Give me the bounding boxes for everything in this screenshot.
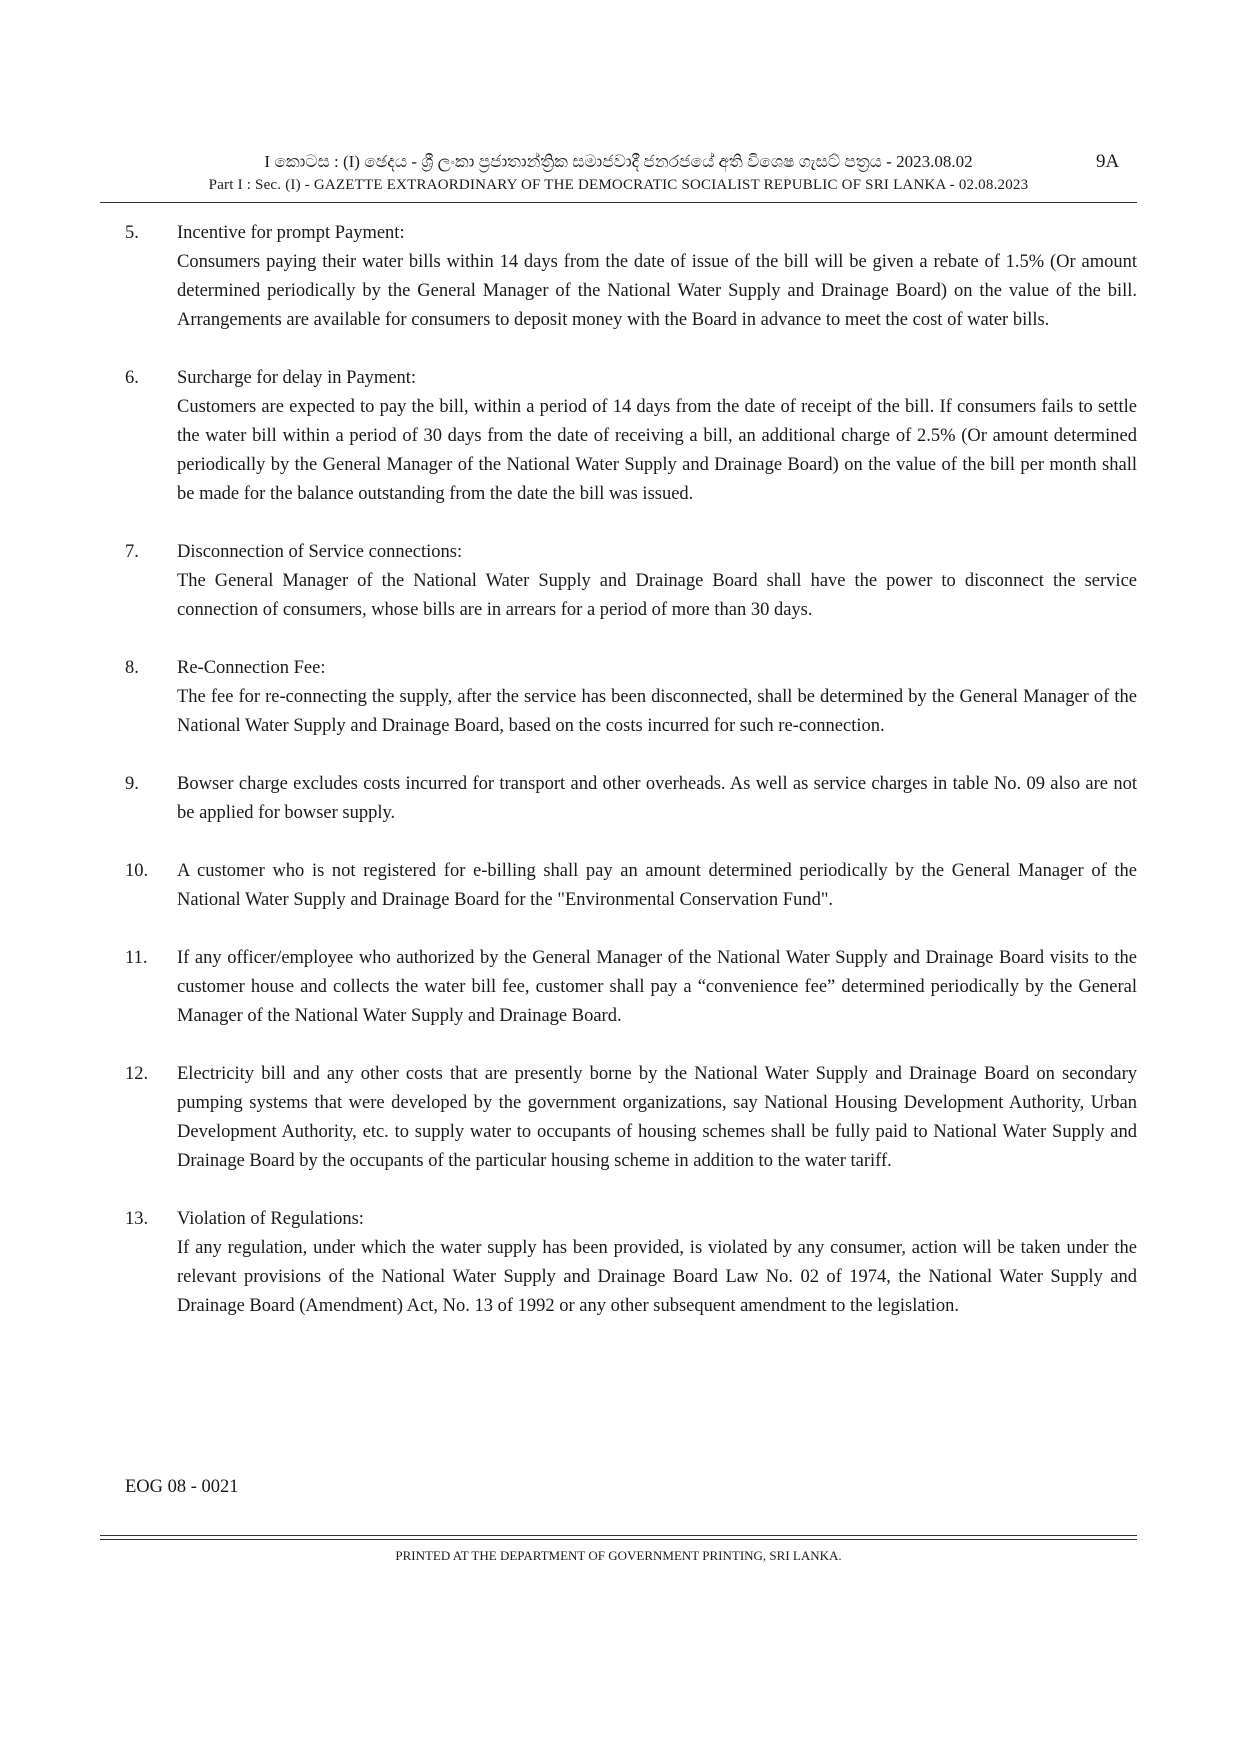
header-divider [100, 202, 1137, 203]
item-number: 5. [125, 223, 139, 243]
item-number: 12. [125, 1064, 149, 1084]
item-text: Customers are expected to pay the bill, within a period of 14 days from the date of receipt of the bill. If consumers fails to settle the water bill within a period of 30 days from the date of receiving a bill, an additional charge of 2.5% (Or amount determined periodically by the General Manager of the National Water Supply and Drainage Board) on the value of the bill per month shall be made for the balance outstanding from the date the bill was issued. [177, 397, 1137, 504]
item-number: 13. [125, 1209, 149, 1229]
item-text: Electricity bill and any other costs that are presently borne by the National Water Supply and Drainage Board on secondary pumping systems that were developed by the government organizations, say National Housing Development Authority, Urban Development Authority, etc. to supply water to occupants of housing schemes shall be fully paid to National Water Supply and Drainage Board by the occupants of the particular housing scheme in addition to the water tariff. [177, 1064, 1137, 1171]
regulation-item [125, 1205, 1137, 1321]
regulation-item [125, 364, 1137, 509]
header-sinhala-title: I කොටස : (I) ඡෙදය - ශ්‍රී ලංකා ප්‍රජාතාන්ත්‍රික සමාජවාදී ජනරජයේ අති විශෙෂ ගැසට් පත්‍රය - 2023.08.02 [264, 152, 973, 171]
item-number: 8. [125, 658, 139, 678]
printer-imprint: PRINTED AT THE DEPARTMENT OF GOVERNMENT PRINTING, SRI LANKA. [395, 1548, 842, 1563]
gazette-reference: EOG 08 - 0021 [125, 1477, 239, 1497]
item-text: A customer who is not registered for e-billing shall pay an amount determined periodically by the General Manager of the National Water Supply and Drainage Board for the "Environmental Conservation Fund". [177, 861, 1137, 910]
item-heading: Re-Connection Fee: [177, 658, 326, 678]
regulation-list [125, 219, 1137, 1350]
footer-divider-bottom [100, 1539, 1137, 1540]
header-english-title: Part I : Sec. (I) - GAZETTE EXTRAORDINARY OF THE DEMOCRATIC SOCIALIST REPUBLIC OF SRI LANKA - 02.08.2023 [208, 177, 1029, 193]
regulation-item [125, 770, 1137, 828]
footer-divider-top [100, 1535, 1137, 1536]
item-heading: Surcharge for delay in Payment: [177, 368, 417, 388]
item-number: 11. [125, 948, 148, 968]
item-heading: Disconnection of Service connections: [177, 542, 463, 562]
item-number: 9. [125, 774, 139, 794]
page-header [100, 150, 1137, 196]
regulation-item [125, 1060, 1137, 1176]
item-number: 10. [125, 861, 149, 881]
item-text: The fee for re-connecting the supply, after the service has been disconnected, shall be determined by the General Manager of the National Water Supply and Drainage Board, based on the costs incurred for such re-connection. [177, 687, 1137, 736]
regulation-item [125, 219, 1137, 335]
regulation-item [125, 944, 1137, 1031]
regulation-item [125, 654, 1137, 741]
item-heading: Incentive for prompt Payment: [177, 223, 405, 243]
item-text: If any officer/employee who authorized by the General Manager of the National Water Supply and Drainage Board visits to the customer house and collects the water bill fee, customer shall pay a “convenience fee” determined periodically by the General Manager of the National Water Supply and Drainage Board. [177, 948, 1137, 1026]
item-text: Bowser charge excludes costs incurred for transport and other overheads. As well as service charges in table No. 09 also are not be applied for bowser supply. [177, 774, 1137, 823]
item-text: The General Manager of the National Water Supply and Drainage Board shall have the power to disconnect the service connection of consumers, whose bills are in arrears for a period of more than 30 days. [177, 571, 1137, 620]
regulation-item [125, 538, 1137, 625]
regulation-item [125, 857, 1137, 915]
item-text: Consumers paying their water bills within 14 days from the date of issue of the bill will be given a rebate of 1.5% (Or amount determined periodically by the General Manager of the National Water Supply and Drainage Board) on the value of the bill. Arrangements are available for consumers to deposit money with the Board in advance to meet the cost of water bills. [177, 252, 1137, 330]
item-number: 7. [125, 542, 139, 562]
item-heading: Violation of Regulations: [177, 1209, 364, 1229]
item-number: 6. [125, 368, 139, 388]
item-text: If any regulation, under which the water supply has been provided, is violated by any consumer, action will be taken under the relevant provisions of the National Water Supply and Drainage Board Law No. 02 of 1974, the National Water Supply and Drainage Board (Amendment) Act, No. 13 of 1992 or any other subsequent amendment to the legislation. [177, 1238, 1137, 1316]
page-number: 9A [1096, 151, 1120, 172]
